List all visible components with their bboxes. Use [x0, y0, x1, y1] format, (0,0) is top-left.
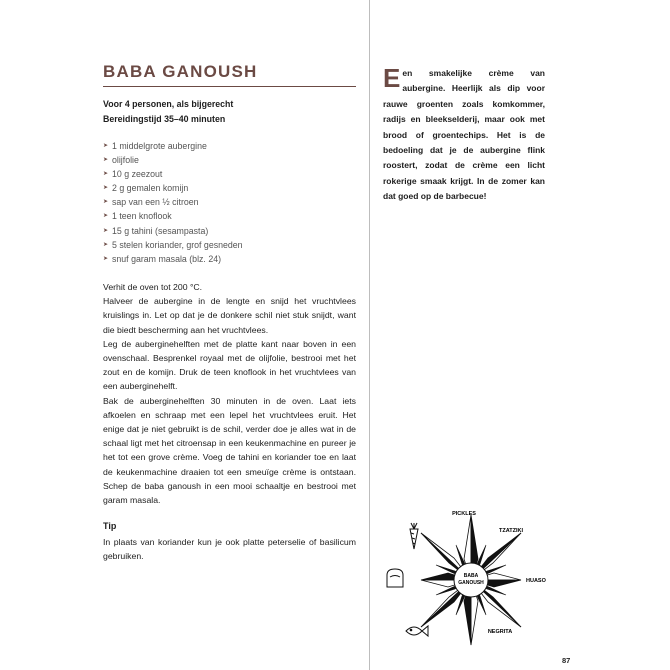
bullet-icon: ➤ — [103, 143, 109, 149]
bullet-icon: ➤ — [103, 255, 109, 262]
bullet-icon: ➤ — [103, 157, 109, 164]
title-divider — [103, 86, 356, 87]
ingredient-text: olijfolie — [112, 155, 139, 166]
bullet-icon: ➤ — [103, 213, 109, 220]
carrot-icon — [410, 523, 418, 549]
ingredient-text: 2 g gemalen komijn — [112, 183, 189, 194]
recipe-title: BABA GANOUSH — [103, 62, 258, 81]
method-text — [103, 280, 356, 507]
compass-center-label: BABA — [463, 573, 479, 579]
intro-text: en smakelijke crème van aubergine. Heerlijk als dip voor rauwe groenten zoals komkommer, radijs en bleekselderij, maar ook met brood of groentechips. Het is de bedoeling dat je de aubergine flink roostert, zodat de crème een licht rokerige smaak krijgt. In de zomer kan dat goed op de barbecue! — [383, 68, 545, 202]
bullet-icon: ➤ — [103, 171, 109, 178]
ingredient-list — [103, 139, 243, 266]
servings-text: Voor 4 personen, als bijgerecht — [103, 99, 234, 109]
pairing-label-northeast: TZATZIKI — [498, 528, 524, 534]
prep-time-text: Bereidingstijd 35–40 minuten — [103, 114, 226, 124]
ingredient-text: snuf garam masala (blz. 24) — [112, 253, 222, 264]
intro-paragraph — [383, 63, 545, 205]
ingredient-text: 5 stelen koriander, grof gesneden — [112, 239, 243, 250]
bullet-icon: ➤ — [103, 227, 109, 234]
tip-heading: Tip — [103, 521, 117, 531]
ingredient-item — [103, 167, 243, 181]
pairing-compass — [376, 505, 566, 655]
page-gutter — [369, 0, 370, 670]
pairing-label-east: HUASO — [526, 578, 546, 584]
method-step: Verhit de oven tot 200 °C. — [103, 282, 203, 292]
fish-icon — [406, 626, 428, 636]
method-step: Bak de auberginehelften 30 minuten in de oven. Laat iets afkoelen en schraap met een lepel het vruchtvlees eruit. Het enige dat je niet gebruikt is de schil, verder doe je alles wat in de schaal ligt met het citroensap in een keukenmachine en pureer je het tot een grove crème. Voeg de tahini en koriander toe en laat de keukenmachine draaien tot een smeuïge crème is ontstaan. Schep de baba ganoush in een mooi schaaltje en bestrooi met garam masala. — [103, 395, 356, 506]
bullet-icon: ➤ — [103, 199, 109, 206]
bread-icon — [387, 569, 403, 587]
ingredient-item — [103, 139, 243, 153]
method-step: Leg de auberginehelften met de platte kant naar boven in een ovenschaal. Besprenkel royaal met de olijfolie, bestrooi met het zout en de komijn. Druk de teen knoflook in het vruchtvlees van een auberginehelft. — [103, 338, 356, 392]
ingredient-item — [103, 238, 243, 252]
tip-text: In plaats van koriander kun je ook platte peterselie of basilicum gebruiken. — [103, 537, 356, 562]
ingredient-text: 1 middelgrote aubergine — [112, 141, 207, 151]
pairing-label-north: PICKLES — [452, 511, 476, 517]
bullet-icon: ➤ — [103, 241, 109, 248]
ingredient-item — [103, 181, 243, 195]
recipe-meta — [103, 97, 233, 127]
ingredient-item — [103, 195, 243, 209]
ingredient-text: sap van een ½ citroen — [112, 197, 199, 208]
drop-cap: E — [383, 63, 401, 93]
ingredient-item — [103, 224, 243, 238]
ingredient-item — [103, 252, 243, 266]
page-number: 87 — [562, 656, 571, 665]
ingredient-item — [103, 209, 243, 223]
ingredient-item — [103, 153, 243, 167]
ingredient-text: 1 teen knoflook — [112, 211, 172, 222]
compass-center-label: GANOUSH — [458, 580, 484, 586]
pairing-label-southeast: NEGRITA — [487, 629, 513, 635]
bullet-icon: ➤ — [103, 185, 109, 192]
ingredient-text: 10 g zeezout — [112, 169, 163, 180]
ingredient-text: 15 g tahini (sesampasta) — [112, 225, 209, 236]
method-step: Halveer de aubergine in de lengte en snijd het vruchtvlees kruislings in. Let op dat je de donkere schil niet stuk snijdt, want die biedt bescherming aan het vruchtvlees. — [103, 296, 356, 335]
